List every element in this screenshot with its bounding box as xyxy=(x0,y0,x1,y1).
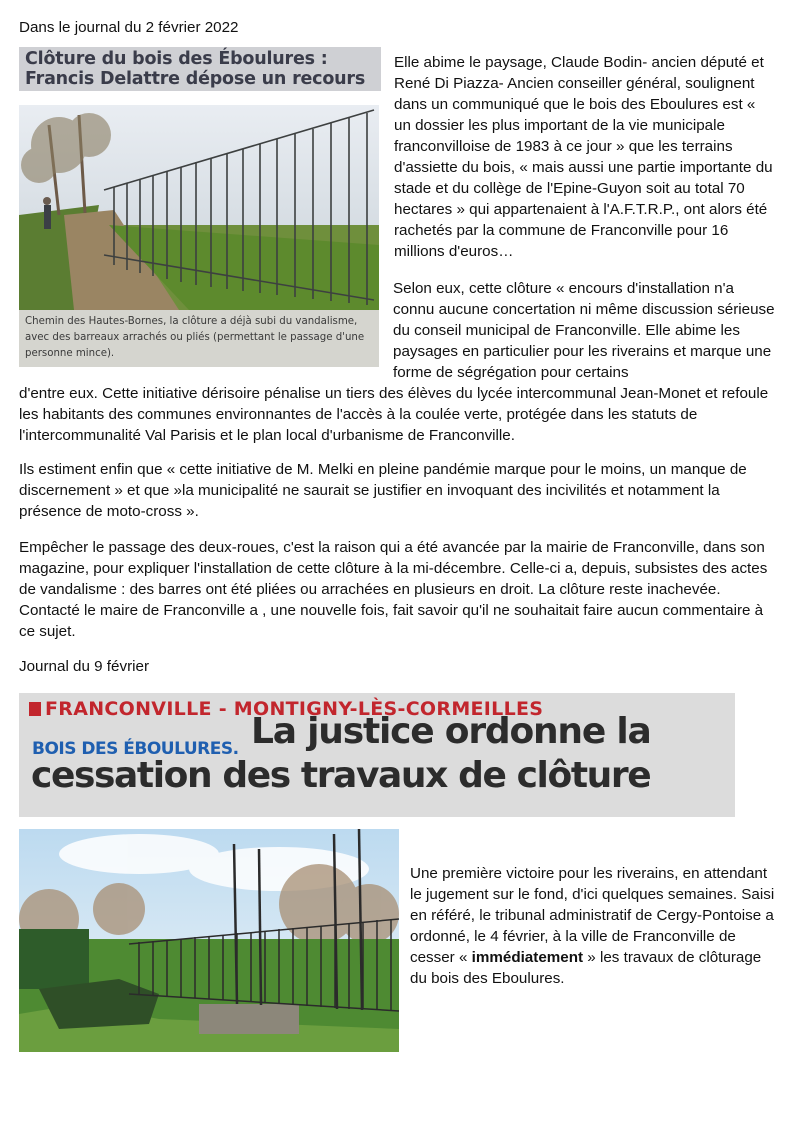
article1-photo xyxy=(19,105,379,367)
article2-body: Une première victoire pour les riverains, en attendant le jugement sur le fond, d'ici quelques semaines. Saisi en référé, le tribunal administratif de Cergy-Pontoise a ordonné, le 4 février, à la ville de Franconville de cesser « immédiatement » les travaux de clôturage du bois des Eboulures. xyxy=(410,865,775,987)
article2-section-label: FRANCONVILLE - MONTIGNY-LÈS-CORMEILLES xyxy=(29,699,543,720)
article1-paragraph-1: Elle abime le paysage, Claude Bodin- ancien député et René Di Piazza- Ancien conseiller général, soulignent dans un communiqué que le bois des Eboulures est « un dossier les plus important de la vie municipale franconvilloise de 1983 à ce jour » que les terrains d'assiette du bois, « mais aussi une partie importante du stade et du collège de l'Epine-Guyon soit au total 70 hectares » qui appartenaient à l'A.F.T.R.P., ont alors été rachetés par la commune de Franconville pour 16 millions d'euros… xyxy=(394,54,773,260)
intro-date-line: Dans le journal du 2 février 2022 xyxy=(19,19,239,36)
section-square-icon xyxy=(29,702,41,716)
article2-headline-line1: La justice ordonne la xyxy=(251,711,651,752)
article1-headline-line1: Clôture du bois des Éboulures : xyxy=(25,49,328,69)
article2-body-bold: immédiatement xyxy=(471,949,584,966)
article1-paragraph-2-start: Selon eux, cette clôture « encours d'installation n'a connu aucune concertation ni même discussion sérieuse du conseil municipal de Franconville. Elle abime les paysages en particulier pour les riverains et marque une forme de ségrégation pour certains xyxy=(393,280,775,381)
article1-headline-line2: Francis Delattre dépose un recours xyxy=(25,69,366,89)
article2-tag: BOIS DES ÉBOULURES. xyxy=(32,739,239,759)
article1-headline xyxy=(19,47,381,91)
article1-photo-caption: Chemin des Hautes-Bornes, la clôture a déjà subi du vandalisme, avec des barreaux arrachés ou pliés (permettant le passage d'une personne mince). xyxy=(19,310,379,367)
article1-paragraph-2-rest: d'entre eux. Cette initiative dérisoire pénalise un tiers des élèves du lycée intercommunal Jean-Monet et refoule les habitants des communes environnantes de l'accès à la coulée verte, protégée dans les statuts de l'intercommunalité Val Parisis et le plan local d'urbanisme de Franconville. xyxy=(19,385,769,444)
fence-park-image xyxy=(19,829,399,1052)
article2-headline-line2: cessation des travaux de clôture xyxy=(31,755,651,796)
fence-path-image xyxy=(19,105,379,310)
article2-headline-banner xyxy=(19,693,735,817)
article2-photo xyxy=(19,829,399,1052)
article1-paragraph-4: Empêcher le passage des deux-roues, c'est la raison qui a été avancée par la mairie de Franconville, dans son magazine, pour expliquer l'installation de cette clôture à la mi-décembre. Celle-ci a, depuis, subsistes des actes de vandalisme : des barres ont été pliées ou arrachées en plusieurs en droit. La clôture reste inachevée. Contacté le maire de Franconville a , une nouvelle fois, fait savoir qu'il ne souhaitait faire aucun commentaire à ce sujet. xyxy=(19,539,768,640)
article1-paragraph-3: Ils estiment enfin que « cette initiative de M. Melki en pleine pandémie marque pour le moins, un manque de discernement » et que »la municipalité ne saurait se justifier en invoquant des incivilités et notamment la présence de moto-cross ». xyxy=(19,461,747,520)
second-intro-line: Journal du 9 février xyxy=(19,658,150,675)
